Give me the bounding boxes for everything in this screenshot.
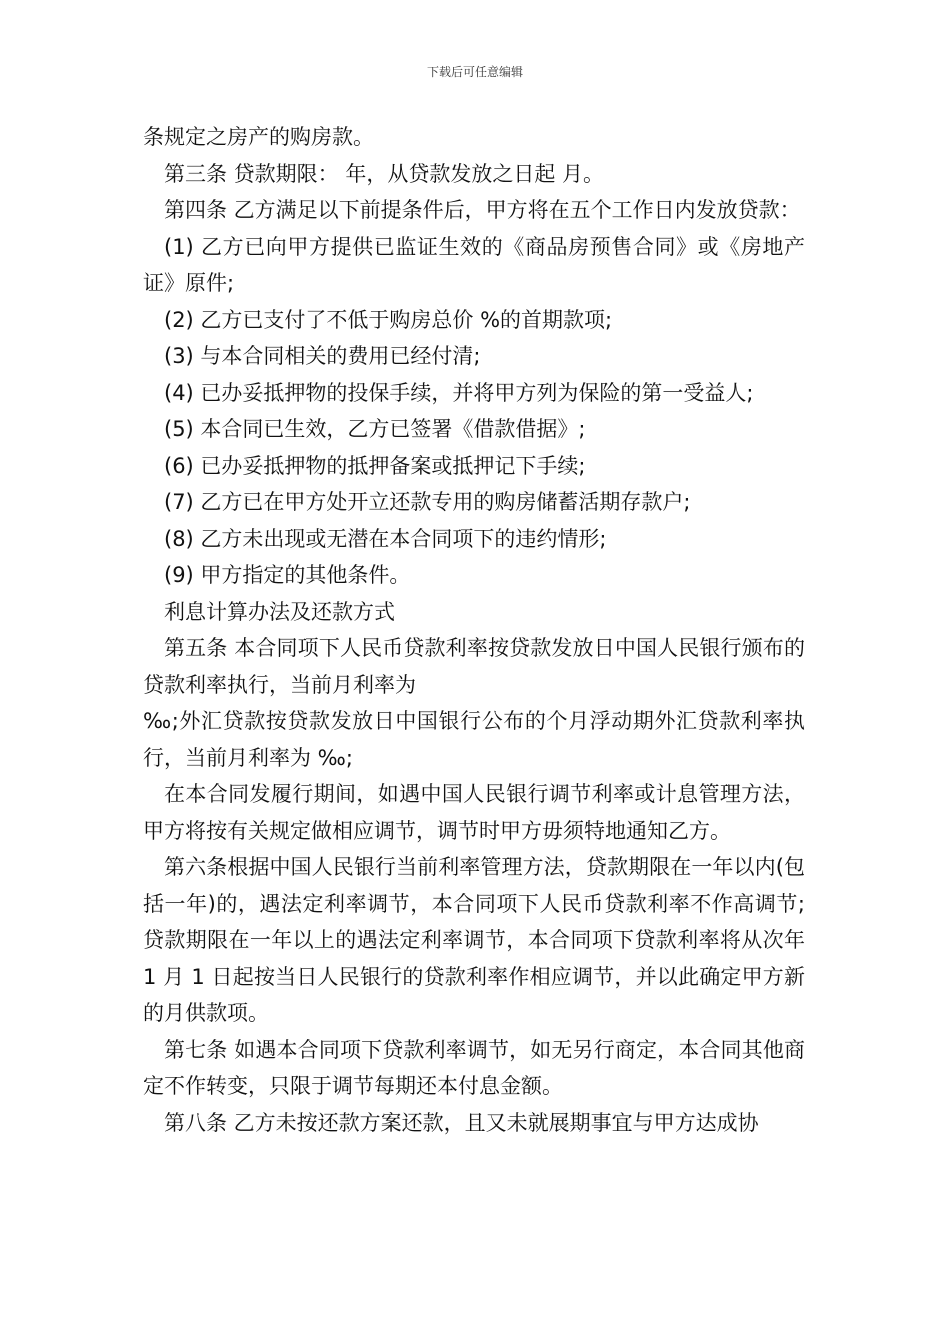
paragraph-8: (5) 本合同已生效，乙方已签署《借款借据》; xyxy=(164,417,586,441)
paragraph-9: (6) 已办妥抵押物的抵押备案或抵押记下手续; xyxy=(164,453,586,478)
paragraph-17: 第六条根据中国人民银行当前利率管理方法，贷款期限在一年以内(包括一年)的，遇法定利率调节，本合同项下人民币贷款利率不作高调节;贷款期限在一年以上的遇法定利率调节，本合同项下贷款利率将从次年 1 月 1 日起按当日人民银行的贷款利率作相应调节，并以此确定甲方新的月供款项。 xyxy=(143,855,805,1025)
paragraph-6: (3) 与本合同相关的费用已经付清; xyxy=(164,344,481,368)
paragraph-4: (1) 乙方已向甲方提供已监证生效的《商品房预售合同》或《房地产证》原件; xyxy=(143,234,805,295)
document-body xyxy=(143,119,805,1141)
paragraph-1: 条规定之房产的购房款。 xyxy=(143,125,374,149)
paragraph-19: 第八条 乙方未按还款方案还款，且又未就展期事宜与甲方达成协 xyxy=(164,1110,759,1135)
paragraph-12: (9) 甲方指定的其他条件。 xyxy=(164,563,411,587)
paragraph-14: 第五条 本合同项下人民币贷款利率按贷款发放日中国人民银行颁布的贷款利率执行，当前月利率为 xyxy=(143,636,805,697)
page-header-note: 下载后可任意编辑 xyxy=(426,65,523,79)
paragraph-2: 第三条 贷款期限： 年，从贷款发放之日起 月。 xyxy=(164,161,605,186)
paragraph-3: 第四条 乙方满足以下前提条件后，甲方将在五个工作日内发放贷款： xyxy=(164,198,801,222)
paragraph-16: 在本合同发履行期间，如遇中国人民银行调节利率或计息管理方法，甲方将按有关规定做相应调节，调节时甲方毋须特地通知乙方。 xyxy=(143,782,805,843)
paragraph-5: (2) 乙方已支付了不低于购房总价 %的首期款项; xyxy=(164,307,613,332)
section-heading-interest: 利息计算办法及还款方式 xyxy=(164,599,395,624)
paragraph-11: (8) 乙方未出现或无潜在本合同项下的违约情形; xyxy=(164,526,607,551)
paragraph-10: (7) 乙方已在甲方处开立还款专用的购房储蓄活期存款户; xyxy=(164,490,691,514)
paragraph-7: (4) 已办妥抵押物的投保手续，并将甲方列为保险的第一受益人; xyxy=(164,380,754,405)
paragraph-18: 第七条 如遇本合同项下贷款利率调节，如无另行商定，本合同其他商定不作转变，只限于调节每期还本付息金额。 xyxy=(143,1037,805,1098)
paragraph-15: ‰;外汇贷款按贷款发放日中国银行公布的个月浮动期外汇贷款利率执行，当前月利率为 ‰; xyxy=(143,709,805,770)
